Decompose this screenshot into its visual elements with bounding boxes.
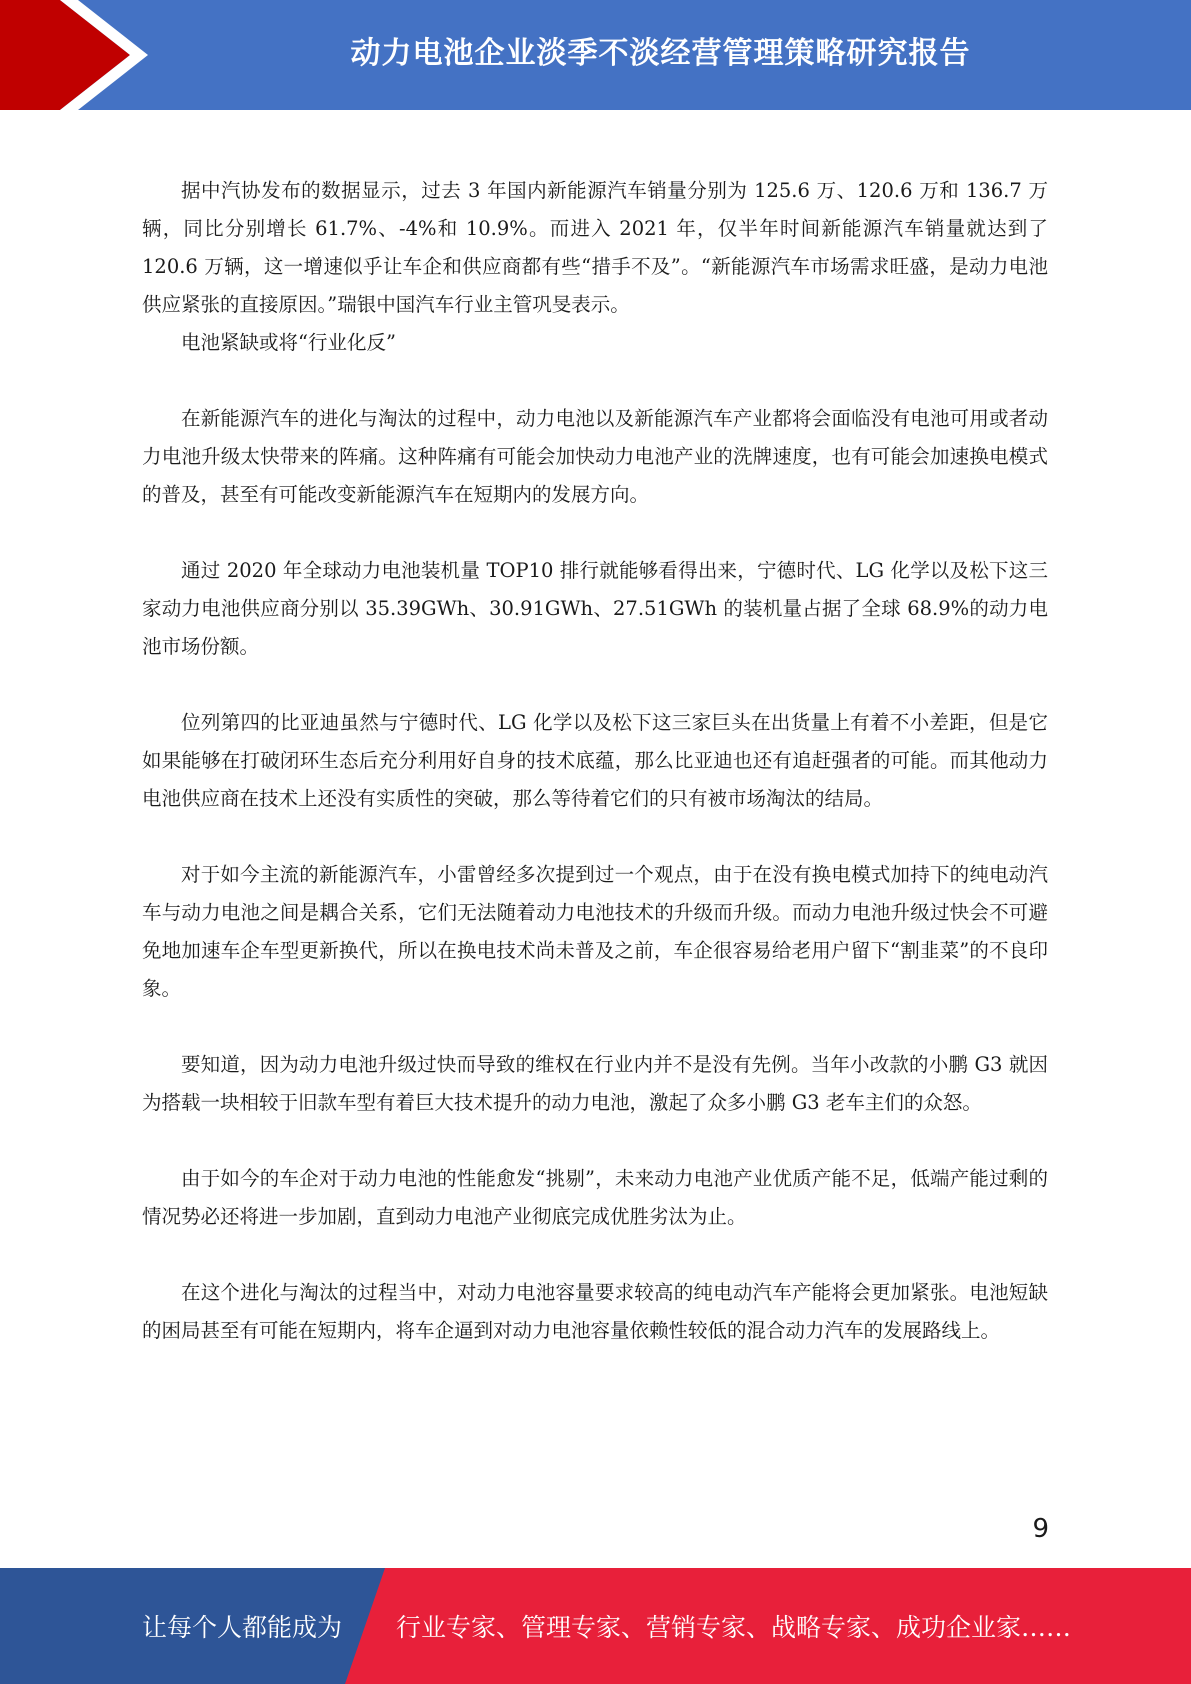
paragraph: 位列第四的比亚迪虽然与宁德时代、LG 化学以及松下这三家巨头在出货量上有着不小差距，但是它如果能够在打破闭环生态后充分利用好自身的技术底蕴，那么比亚迪也还有追赶强者的可能。而其他动力电池供应商在技术上还没有实质性的突破，那么等待着它们的只有被市场淘汰的结局。	[142, 711, 1048, 810]
report-title: 动力电池企业淡季不淡经营管理策略研究报告	[350, 36, 971, 71]
paragraph: 在新能源汽车的进化与淘汰的过程中，动力电池以及新能源汽车产业都将会面临没有电池可用或者动力电池升级太快带来的阵痛。这种阵痛有可能会加快动力电池产业的洗牌速度，也有可能会加速换电模式的普及，甚至有可能改变新能源汽车在短期内的发展方向。	[142, 407, 1048, 506]
paragraph: 要知道，因为动力电池升级过快而导致的维权在行业内并不是没有先例。当年小改款的小鹏 G3 就因为搭载一块相较于旧款车型有着巨大技术提升的动力电池，激起了众多小鹏 G3 老车主们的众怒。	[142, 1053, 1048, 1114]
paragraph: 据中汽协发布的数据显示，过去 3 年国内新能源汽车销量分别为 125.6 万、120.6 万和 136.7 万辆，同比分别增长 61.7%、-4%和 10.9%。而进入 2021 年，仅半年时间新能源汽车销量就达到了 120.6 万辆，这一增速似乎让车企和供应商都有些“措手不及”。“新能源汽车市场需求旺盛，是动力电池供应紧张的直接原因。”瑞银中国汽车行业主管巩旻表示。	[142, 179, 1048, 316]
paragraph: 在这个进化与淘汰的过程当中，对动力电池容量要求较高的纯电动汽车产能将会更加紧张。电池短缺的困局甚至有可能在短期内，将车企逼到对动力电池容量依赖性较低的混合动力汽车的发展路线上。	[142, 1281, 1048, 1342]
footer-slogan-left: 让每个人都能成为	[142, 1613, 343, 1642]
page-header	[0, 0, 1191, 110]
header-arrow-icon	[0, 0, 160, 110]
page-footer	[0, 1568, 1191, 1684]
footer-slogan-right: 行业专家、管理专家、营销专家、战略专家、成功企业家……	[396, 1613, 1072, 1642]
section-heading: 电池紧缺或将“行业化反”	[181, 331, 396, 354]
paragraph: 通过 2020 年全球动力电池装机量 TOP10 排行就能够看得出来，宁德时代、LG 化学以及松下这三家动力电池供应商分别以 35.39GWh、30.91GWh、27.51GWh 的装机量占据了全球 68.9%的动力电池市场份额。	[142, 559, 1048, 658]
article-body	[142, 172, 1048, 1350]
paragraph: 对于如今主流的新能源汽车，小雷曾经多次提到过一个观点，由于在没有换电模式加持下的纯电动汽车与动力电池之间是耦合关系，它们无法随着动力电池技术的升级而升级。而动力电池升级过快会不可避免地加速车企车型更新换代，所以在换电技术尚未普及之前，车企很容易给老用户留下“割韭菜”的不良印象。	[142, 863, 1048, 1000]
paragraph: 由于如今的车企对于动力电池的性能愈发“挑剔”，未来动力电池产业优质产能不足，低端产能过剩的情况势必还将进一步加剧，直到动力电池产业彻底完成优胜劣汰为止。	[142, 1167, 1048, 1228]
page-number: 9	[1032, 1514, 1049, 1544]
